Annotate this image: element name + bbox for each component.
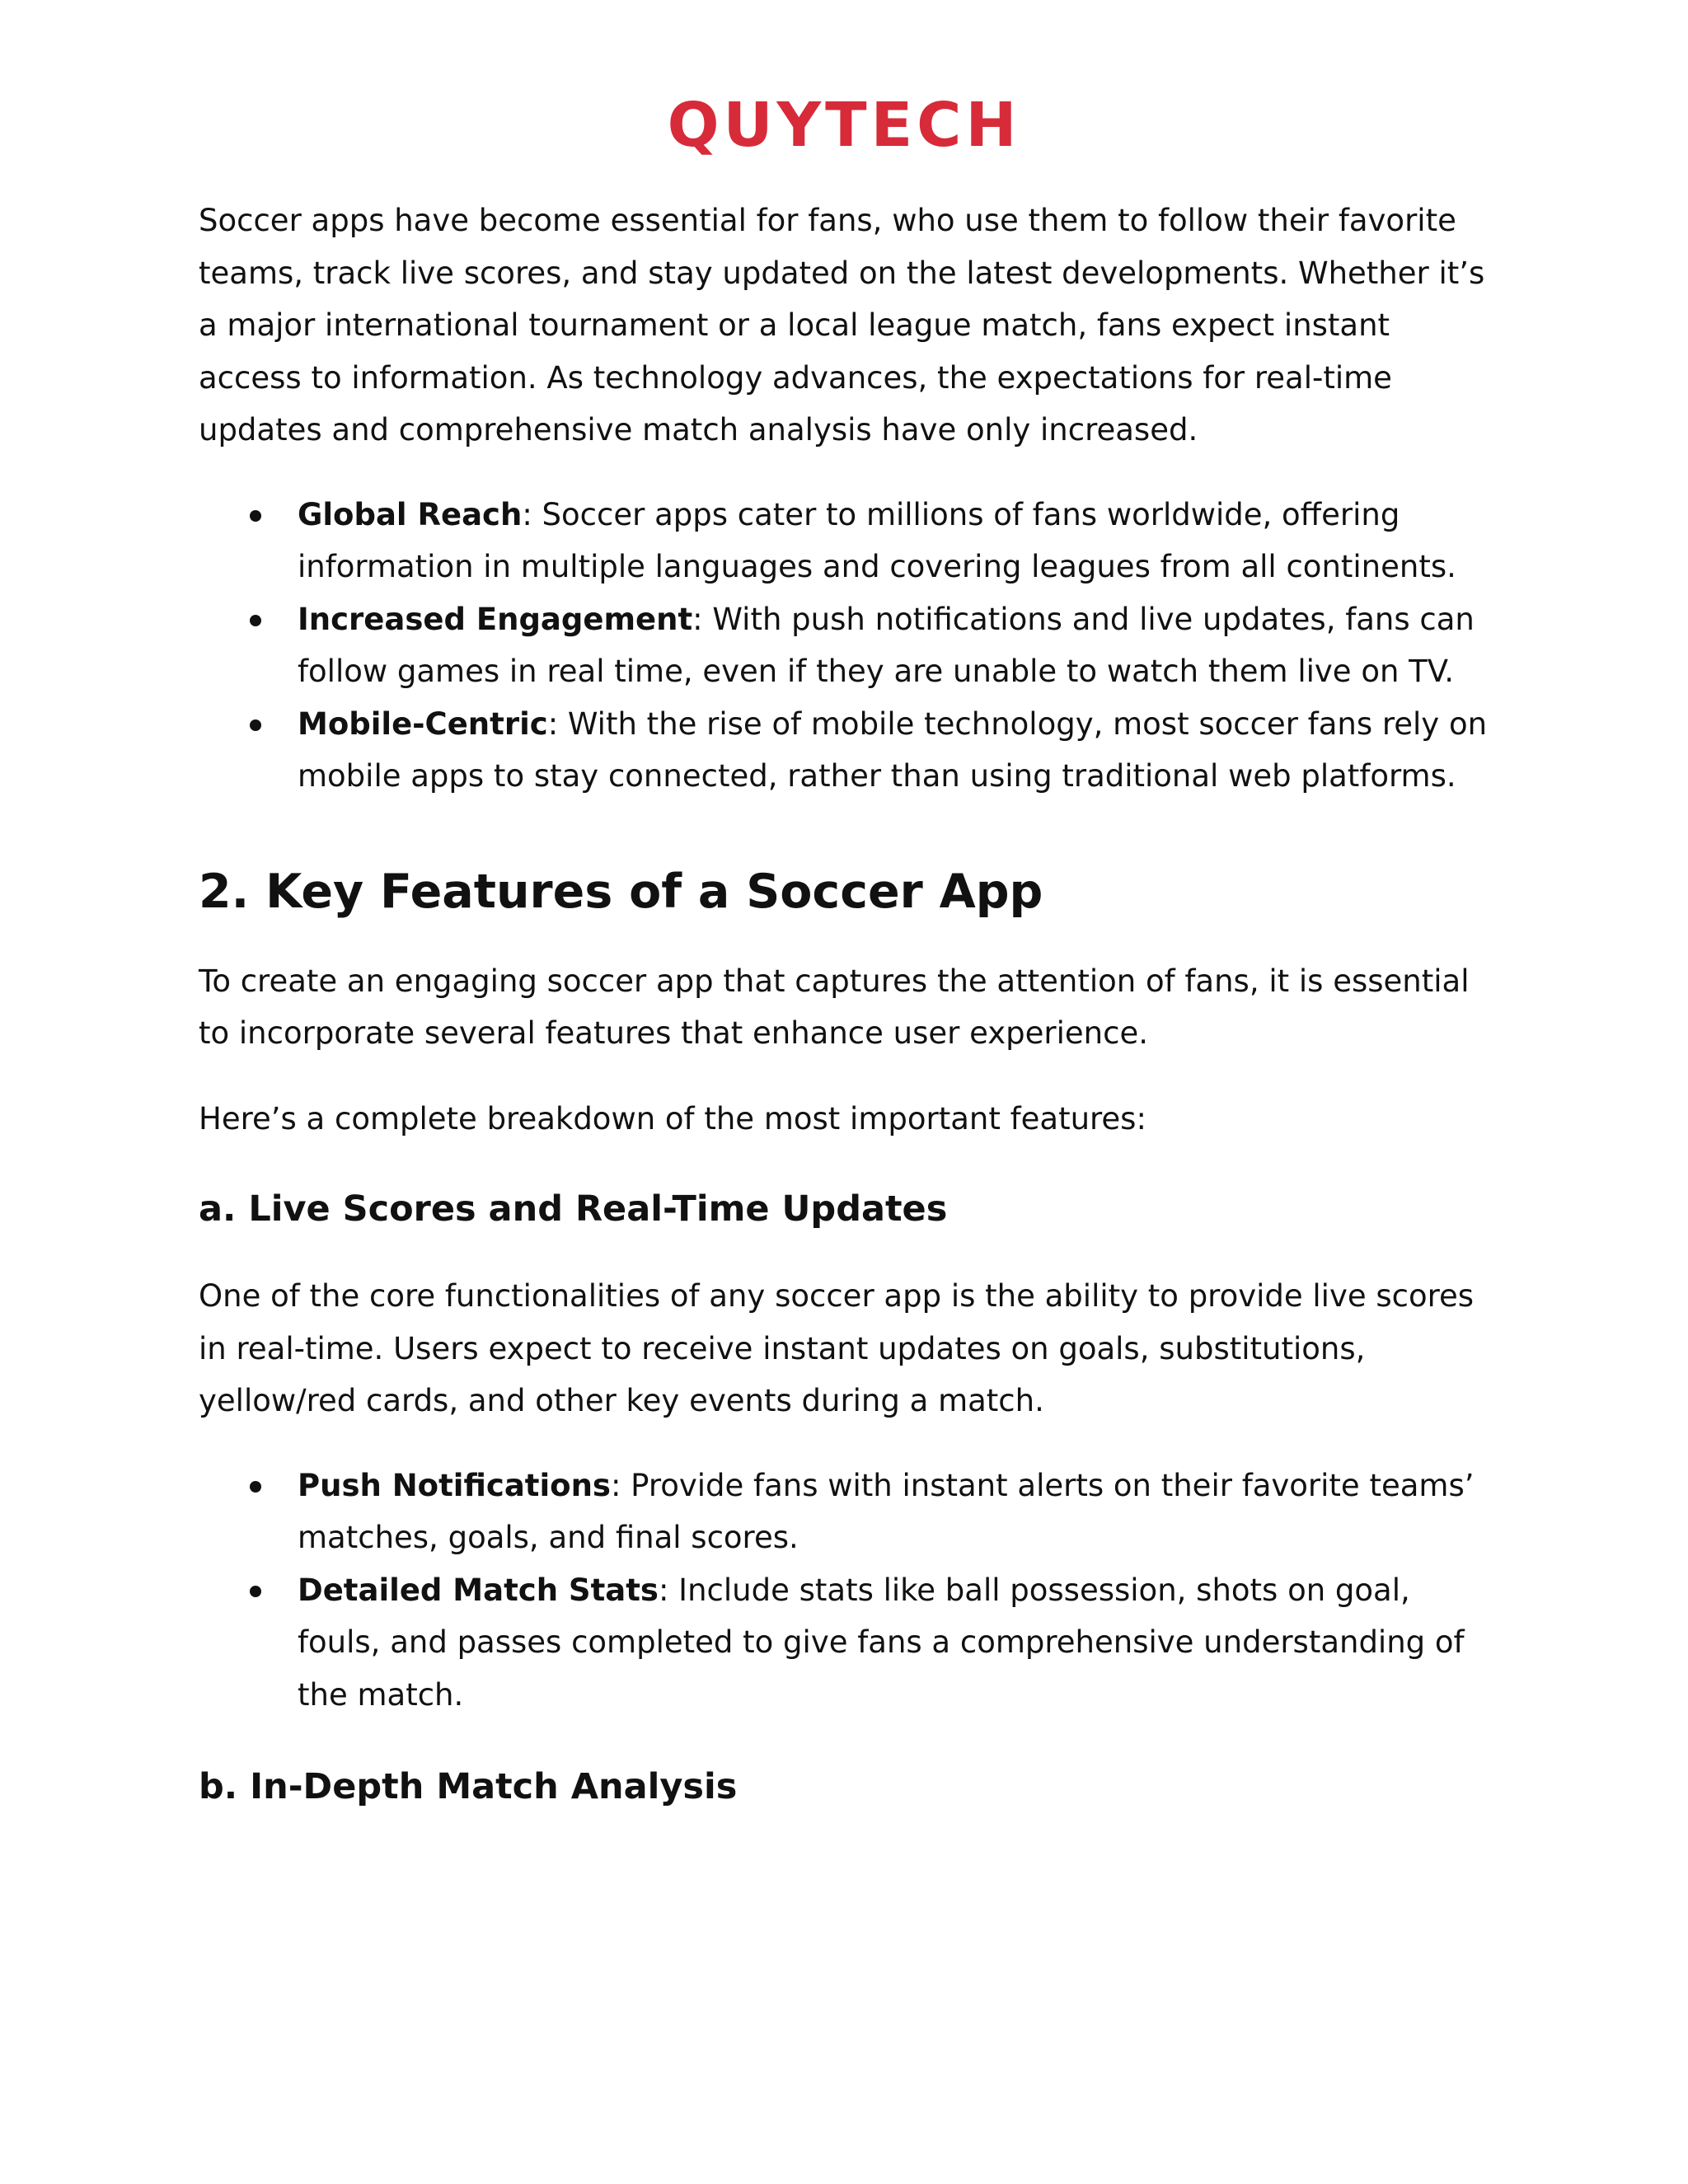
- live-scores-paragraph: One of the core functionalities of any soccer app is the ability to provide live scores in real-time. Users expect to receive instant updates on goals, substitutions, yellow/red cards, and other key events during a match.: [199, 1278, 1475, 1418]
- list-item: [199, 698, 1501, 803]
- section-heading: 2. Key Features of a Soccer App: [199, 864, 1043, 919]
- intro-paragraph: Soccer apps have become essential for fans, who use them to follow their favorite teams, track live scores, and stay updated on the latest developments. Whether it’s a major international tournament or a local league match, fans expect instant access to information. As technology advances, the expectations for real-time updates and comprehensive match analysis have only increased.: [199, 203, 1485, 448]
- bullet-icon: [250, 510, 261, 522]
- bullet-icon: [250, 1586, 261, 1597]
- bullet-term: Increased Engagement: [298, 601, 693, 637]
- bullet-text: : Include stats like ball possession, shots on goal, fouls, and passes completed to give fans a comprehensive understanding of the match.: [298, 1572, 1465, 1713]
- live-scores-bullet-list: [199, 1460, 1501, 1722]
- list-item: [199, 1460, 1501, 1564]
- list-item: [199, 489, 1501, 593]
- quytech-logo: QUYTECH: [667, 90, 1021, 161]
- bullet-term: Push Notifications: [298, 1467, 611, 1503]
- bullet-term: Detailed Match Stats: [298, 1572, 659, 1608]
- bullet-text: : With the rise of mobile technology, most soccer fans rely on mobile apps to stay connected, rather than using traditional web platforms.: [298, 705, 1488, 794]
- bullet-term: Global Reach: [298, 496, 523, 532]
- subsection-heading-match-analysis: b. In-Depth Match Analysis: [199, 1766, 738, 1807]
- intro-bullet-list: [199, 489, 1501, 803]
- bullet-icon: [250, 615, 261, 626]
- features-intro-paragraph: To create an engaging soccer app that captures the attention of fans, it is essential to incorporate several features that enhance user experience.: [199, 963, 1470, 1051]
- bullet-icon: [250, 719, 261, 731]
- bullet-icon: [250, 1481, 261, 1493]
- features-breakdown-paragraph: Here’s a complete breakdown of the most important features:: [199, 1100, 1146, 1137]
- bullet-text: : Provide fans with instant alerts on their favorite teams’ matches, goals, and final scores.: [298, 1467, 1475, 1555]
- bullet-text: : Soccer apps cater to millions of fans worldwide, offering information in multiple languages and covering leagues from all continents.: [298, 496, 1456, 584]
- list-item: [199, 1564, 1501, 1722]
- bullet-text: : With push notifications and live updates, fans can follow games in real time, even if they are unable to watch them live on TV.: [298, 601, 1475, 689]
- list-item: [199, 593, 1501, 698]
- bullet-term: Mobile-Centric: [298, 705, 548, 742]
- document-content: [199, 194, 1501, 1811]
- subsection-heading-live-scores: a. Live Scores and Real-Time Updates: [199, 1188, 948, 1230]
